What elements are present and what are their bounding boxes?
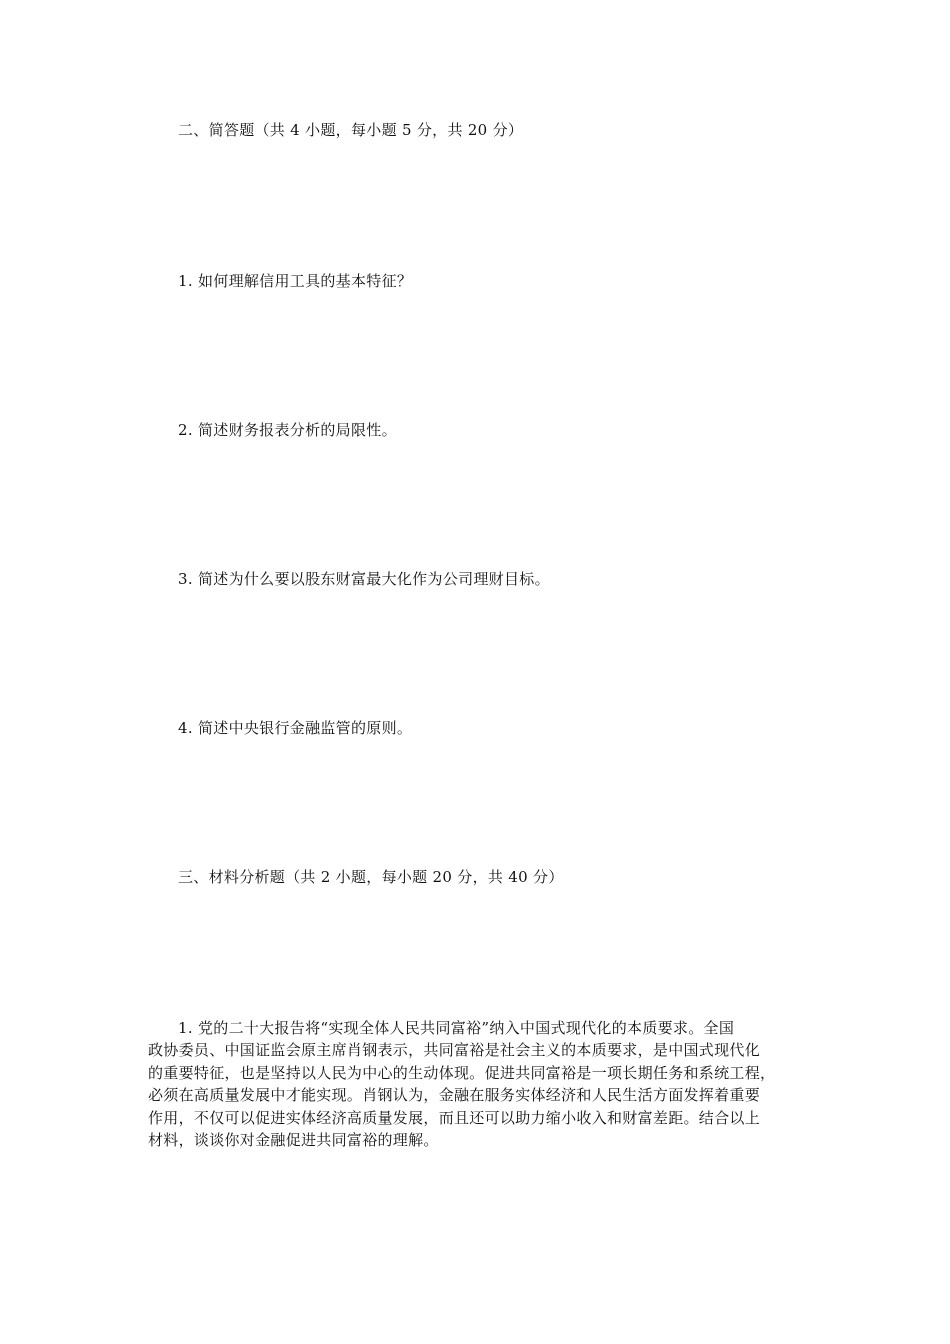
short-answer-question-2: 2. 简述财务报表分析的局限性。 — [178, 421, 397, 439]
short-answer-question-1: 1. 如何理解信用工具的基本特征？ — [178, 272, 413, 290]
section-three-heading: 三、材料分析题（共 2 小题，每小题 20 分，共 40 分） — [178, 868, 564, 886]
material-line: 材料，谈谈你对金融促进共同富裕的理解。 — [148, 1131, 439, 1150]
material-line: 政协委员、中国证监会原主席肖钢表示，共同富裕是社会主义的本质要求，是中国式现代化 — [148, 1041, 761, 1060]
short-answer-question-4: 4. 简述中央银行金融监管的原则。 — [178, 719, 413, 737]
material-line: 必须在高质量发展中才能实现。肖钢认为，金融在服务实体经济和人民生活方面发挥着重要 — [148, 1086, 761, 1105]
material-line: 的重要特征，也是坚持以人民为中心的生动体现。促进共同富裕是一项长期任务和系统工程， — [148, 1063, 776, 1082]
material-line: 1. 党的二十大报告将“实现全体人民共同富裕”纳入中国式现代化的本质要求。全国 — [178, 1019, 735, 1037]
short-answer-question-3: 3. 简述为什么要以股东财富最大化作为公司理财目标。 — [178, 570, 550, 588]
material-line: 作用，不仅可以促进实体经济高质量发展，而且还可以助力缩小收入和财富差距。结合以上 — [148, 1108, 761, 1127]
material-analysis-question-1 — [148, 1017, 813, 1151]
section-two-heading: 二、简答题（共 4 小题，每小题 5 分，共 20 分） — [178, 121, 524, 139]
